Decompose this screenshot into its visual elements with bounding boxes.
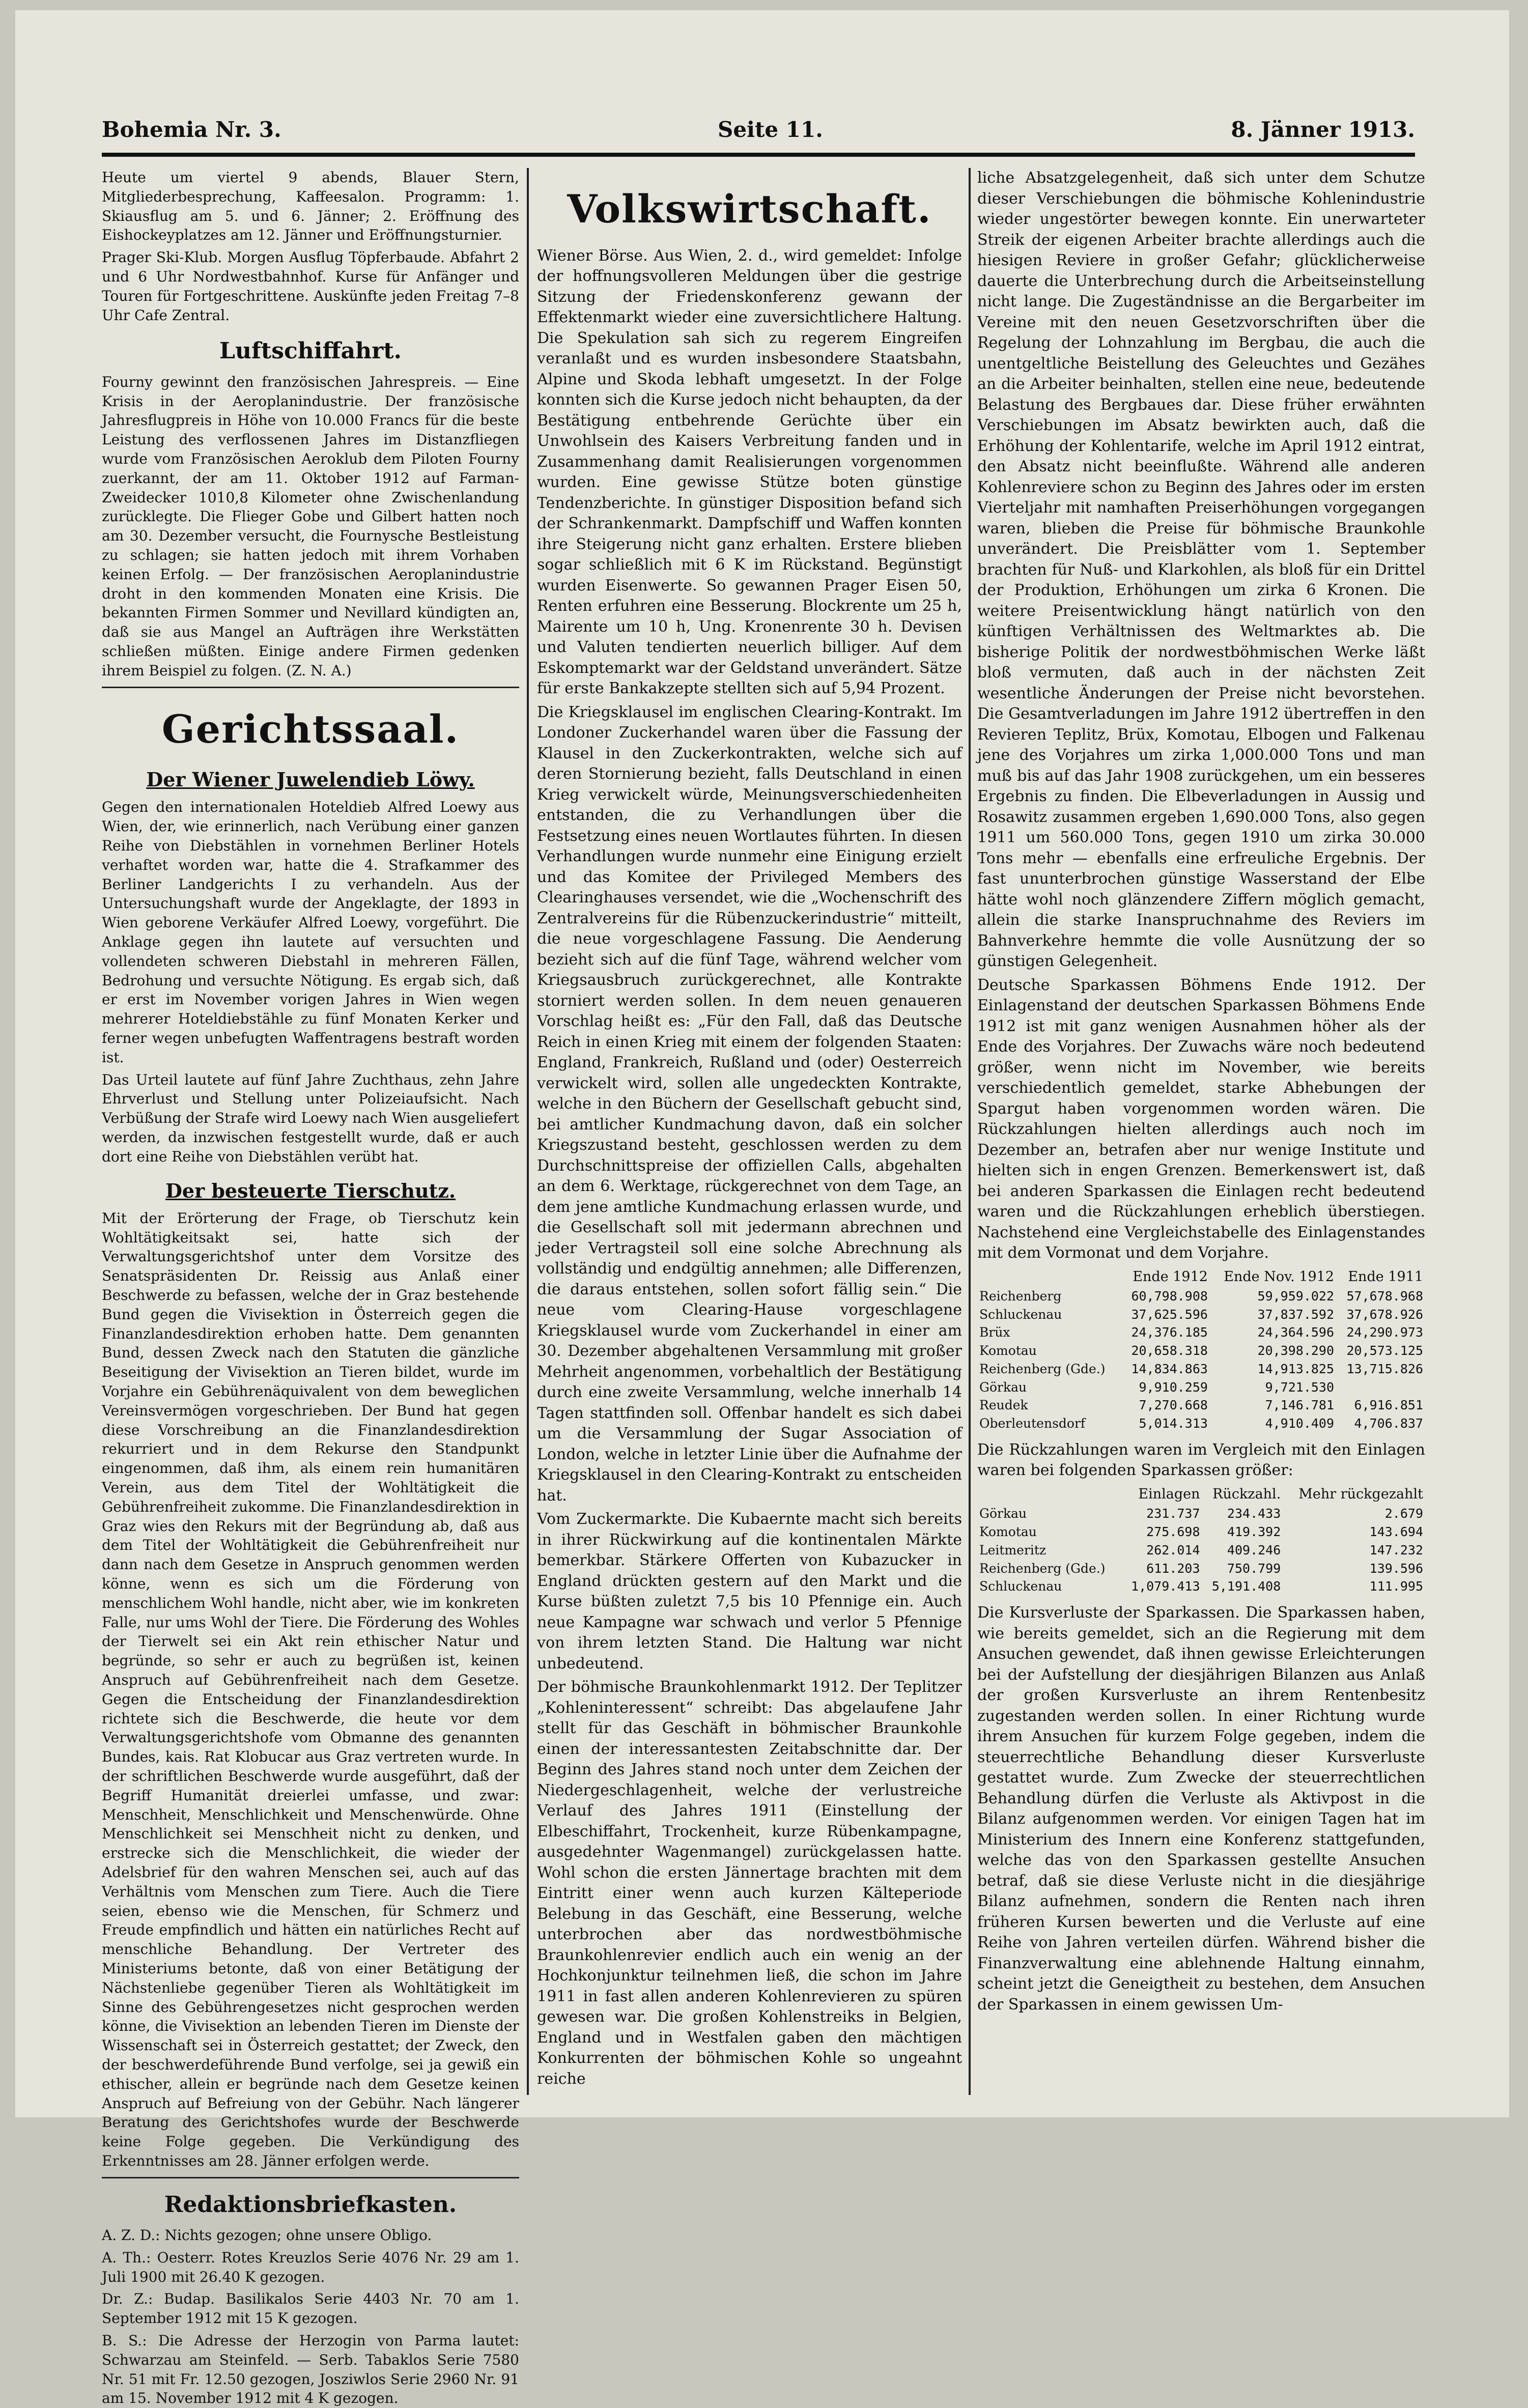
article-heading-juwelendieb: Der Wiener Juwelendieb Löwy. [146, 768, 475, 791]
table-cell: 750.799 [1227, 1561, 1281, 1576]
table-cell: 9,910.259 [1139, 1379, 1208, 1395]
table-cell: 234.433 [1227, 1506, 1281, 1521]
table-cell: 24,364.596 [1257, 1325, 1335, 1340]
column-divider-2 [969, 168, 971, 2095]
table-cell: 4,910.409 [1265, 1416, 1335, 1431]
table-cell: 37,625.596 [1131, 1307, 1208, 1322]
table-cell: 20,573.125 [1346, 1343, 1423, 1358]
table-row [977, 1560, 1425, 1578]
table-cell: 275.698 [1146, 1524, 1200, 1540]
table-cell: 409.246 [1227, 1542, 1281, 1557]
table-cell: 419.392 [1227, 1524, 1281, 1540]
column-header: Ende Nov. 1912 [1224, 1268, 1335, 1285]
sparkassen-repayment-table [977, 1484, 1425, 1596]
table-cell: 14,913.825 [1257, 1361, 1335, 1376]
row-label: Reichenberg (Gde.) [979, 1561, 1106, 1576]
column-2 [537, 168, 962, 2095]
table-cell: 9,721.530 [1265, 1379, 1335, 1395]
row-label: Komotau [979, 1343, 1037, 1358]
column-3 [977, 168, 1425, 2095]
table-row [977, 1306, 1425, 1324]
row-label: Reudek [979, 1398, 1028, 1413]
column-1 [102, 168, 519, 2407]
table-row [977, 1505, 1425, 1523]
table-row [977, 1360, 1425, 1378]
zuckermarkt-article: Vom Zuckermarkte. Die Kubaernte macht sich bereits in ihrer Rückwirkung auf die kontinentalen Märkte bemerkbar. Stärkere Offerten von Kubazucker in England drückten gestern auf den Markt und die Kurse büßten zuletzt 7,5 bis 10 Pfennige ein. Auch neue Kampagne war schwach und verlor 5 Pfennige von ihrem letzten Stand. Die Haltung war nicht unbedeutend. [537, 1510, 962, 1673]
issue-date: 8. Jänner 1913. [1231, 117, 1415, 142]
row-label: Leitmeritz [979, 1542, 1046, 1557]
table-cell [1336, 1378, 1425, 1397]
column-header: Ende 1911 [1348, 1268, 1423, 1285]
table-cell: 24,290.973 [1346, 1325, 1423, 1340]
table-cell: 37,837.592 [1257, 1307, 1335, 1322]
table-cell: 37,678.926 [1346, 1307, 1423, 1322]
row-label: Reichenberg (Gde.) [979, 1361, 1106, 1376]
letter-reply: Dr. Z.: Budap. Basilikalos Serie 4403 Nr. 70 am 1. September 1912 mit 15 K gezogen. [102, 2290, 519, 2327]
table-cell: 13,715.826 [1346, 1361, 1423, 1376]
table-row [977, 1323, 1425, 1342]
table-row [977, 1414, 1425, 1433]
divider [102, 2177, 519, 2178]
page-number: Seite 11. [718, 117, 823, 142]
table-header-row [977, 1484, 1425, 1505]
table-cell: 7,270.668 [1139, 1398, 1208, 1413]
column-header: Ende 1912 [1133, 1268, 1208, 1285]
column-header: Rückzahl. [1212, 1486, 1281, 1502]
row-label: Oberleutensdorf [979, 1416, 1086, 1431]
table-cell: 59,959.022 [1257, 1288, 1335, 1304]
table-cell: 57,678.968 [1346, 1288, 1423, 1304]
header-rule [102, 153, 1415, 157]
table-header-row [977, 1267, 1425, 1287]
kursverluste-article: Die Kursverluste der Sparkassen. Die Sparkassen haben, wie bereits gemeldet, sich an die Regierung mit dem Ansuchen gewendet, daß ihnen gewisse Erleichterungen bei der Aufstellung der diesjährigen Bilanzen aus Anlaß der großen Kursverluste an ihrem Rentenbesitz zugestanden werden sollen. In einer Richtung wurde ihrem Ansuchen für kurzem Folge gegeben, indem die steuerrechtliche Behandlung dieser Kursverluste gestattet wurde. Zum Zwecke der steuerrechtlichen Behandlung dürfen die Verluste als Aktivpost in die Bilanz aufgenommen werden. Vor einigen Tagen hat im Ministerium des Innern eine Konferenz stattgefunden, welche das von den Sparkassen gestellte Ansuchen betraf, daß sie diese Verluste nicht in die diesjährige Bilanz aufnehmen, sondern die Renten nach ihren früheren Kursen bewerten und die Verluste auf eine Reihe von Jahren verteilen dürfen. Während bisher die Finanzverwaltung eine ablehnende Haltung einnahm, scheint jetzt die Geneigtheit zu bestehen, dem Ansuchen der Sparkassen in einem gewissen Um- [977, 1604, 1425, 2014]
juwelendieb-article-verdict: Das Urteil lautete auf fünf Jahre Zuchthaus, zehn Jahre Ehrverlust und Stellung unter Polizeiaufsicht. Nach Verbüßung der Strafe wird Loewy nach Wien ausgeliefert werden, da inzwischen festgestellt wurde, daß er auch dort eine Reihe von Diebstählen verübt hat. [102, 1071, 519, 1165]
column-header [977, 1267, 1121, 1287]
section-heading-redaktion: Redaktionsbriefkasten. [164, 2191, 457, 2218]
table-row [977, 1523, 1425, 1541]
table-cell: 60,798.908 [1131, 1288, 1208, 1304]
table-cell: 231.737 [1146, 1506, 1200, 1521]
column-header [977, 1484, 1121, 1505]
issue-label: Bohemia Nr. 3. [102, 117, 281, 142]
page-header [92, 117, 1415, 153]
section-heading-volkswirtschaft: Volkswirtschaft. [567, 186, 932, 232]
row-label: Reichenberg [979, 1288, 1062, 1304]
table-cell: 20,658.318 [1131, 1343, 1208, 1358]
boerse-article: Wiener Börse. Aus Wien, 2. d., wird gemeldet: Infolge der hoffnungsvolleren Meldungen über die gestrige Sitzung der Friedenskonferenz gewann der Effektenmarkt wieder eine zuversichtlichere Haltung. Die Spekulation sah sich zu regerem Eingreifen veranlaßt und es wurden insbesondere Staatsbahn, Alpine und Skoda lebhaft umgesetzt. In der Folge konnten sich die Kurse jedoch nicht behaupten, da der Bestätigung entbehrende Gerüchte über ein Unwohlsein des Kaisers Verbreitung fanden und in Zusammenhang damit Realisierungen vorgenommen wurden. Eine gewisse Stütze boten günstige Tendenzberichte. In günstiger Disposition befand sich der Schrankenmarkt. Dampfschiff und Waffen konnten ihre Steigerung nicht ganz erhalten. Erstere blieben sogar schließlich mit 6 K im Rückstand. Begünstigt wurden Eisenwerte. So gewannen Prager Eisen 50, Renten erfuhren eine Besserung. Blockrente um 25 h, Mairente um 10 h, Ung. Kronenrente 30 h. Devisen und Valuten tendierten neuerlich billiger. Auf dem Eskomptemarkt war der Geldstand unverändert. Sätze für erste Bankakzepte stellten sich auf 5,94 Prozent. [537, 246, 963, 698]
letter-reply: A. Th.: Oesterr. Rotes Kreuzlos Serie 4076 Nr. 29 am 1. Juli 1900 mit 26.40 K gezogen. [102, 2249, 519, 2285]
sparkassen-article: Deutsche Sparkassen Böhmens Ende 1912. Der Einlagenstand der deutschen Sparkassen Böhmens Ende 1912 ist mit ganz wenigen Ausnahmen höher als der Ende des Vorjahres. Der Zuwachs wäre noch bedeutend größer, wenn nicht im November, wie bereits verschiedentlich gemeldet, starke Abhebungen der Spargut haben vorgenommen worden wären. Die Rückzahlungen hielten allerdings auch noch im Dezember an, betrafen aber nur wenige Institute und hielten sich in engen Grenzen. Bemerkenswert ist, daß bei anderen Sparkassen die Einlagen recht bedeutend waren und die Rückzahlungen erheblich überstiegen. Nachstehend eine Vergleichstabelle des Einlagenstandes mit dem Vormonat und dem Vorjahre. [977, 976, 1425, 1262]
ski-club-notice: Prager Ski-Klub. Morgen Ausflug Töpferbaude. Abfahrt 2 und 6 Uhr Nordwestbahnhof. Kurse für Anfänger und Touren für Fortgeschrittene. Auskünfte jeden Freitag 7–8 Uhr Cafe Zentral. [102, 249, 519, 324]
table-cell: 147.232 [1369, 1542, 1423, 1557]
section-heading-luftschiffahrt: Luftschiffahrt. [219, 338, 402, 364]
table-cell: 6,916.851 [1354, 1398, 1423, 1413]
section-heading-gerichtssaal: Gerichtssaal. [161, 706, 460, 752]
table-row [977, 1577, 1425, 1596]
letter-reply: A. Z. D.: Nichts gezogen; ohne unsere Obligo. [102, 2227, 432, 2244]
table-row [977, 1541, 1425, 1560]
row-label: Komotau [979, 1524, 1037, 1540]
table-cell: 2.679 [1384, 1506, 1423, 1521]
table-cell: 4,706.837 [1354, 1416, 1423, 1431]
table-cell: 5,014.313 [1139, 1416, 1208, 1431]
table-cell: 111.995 [1369, 1579, 1423, 1594]
table-row [977, 1342, 1425, 1360]
table-cell: 14,834.863 [1131, 1361, 1208, 1376]
tierschutz-article: Mit der Erörterung der Frage, ob Tierschutz kein Wohltätigkeitsakt sei, hatte sich der Verwaltungsgerichtshof unter dem Vorsitze des Senatspräsidenten Dr. Reissig aus Anlaß einer Beschwerde zu befassen, welche der in Graz bestehende Bund gegen die Vivisektion in Österreich gegen die Finanzlandesdirektion erhoben hatte. Dem genannten Bund, dessen Zweck nach den Statuten die gänzliche Beseitigung der Vivisektion an Tieren bildet, wurde im Vorjahre ein Gebührenäquivalent von dem beweglichen Vereinsvermögen vorgeschrieben. Der Bund hat gegen diese Vorschreibung an die Finanzlandesdirektion rekurriert und in dem Rekurse den Standpunkt eingenommen, daß ihm, als einem rein humanitären Verein, aus dem Titel der Wohltätigkeit die Gebührenfreiheit zukomme. Die Finanzlandesdirektion in Graz wies den Rekurs mit der Begründung ab, daß aus dem Titel der Wohltätigkeit die Gebührenfreiheit nur dann nach dem Gesetze in Anspruch genommen werden könne, wenn es sich um die Förderung von menschlichem Wohl handle, nicht aber, wie im konkreten Falle, nur ums Wohl der Tiere. Die Förderung des Wohles der Tierwelt sei ein Akt rein ethischer Natur und begründe, so sehr er auch zu begrüßen ist, keinen Anspruch auf Gebührenfreiheit nach dem Gesetze. Gegen die Entscheidung der Finanzlandesdirektion richtete sich die Beschwerde, die heute vor dem Verwaltungsgerichtshofe vom Obmanne des genannten Bundes, kais. Rat Klobucar aus Graz vertreten wurde. In der schriftlichen Beschwerde wurde ausgeführt, daß der Begriff Humanität dreierlei umfasse, und zwar: Menschheit, Menschlichkeit und Menschenwürde. Ohne Menschlichkeit sei Menschheit nicht zu denken, und erstrecke sich die Menschlichkeit, die wieder der Adelsbrief für den wahren Menschen sei, auch auf das Verhältnis vom Menschen zum Tiere. Auch die Tiere seien, ebenso wie die Menschen, für Schmerz und Freude empfindlich und hätten ein natürliches Recht auf menschliche Behandlung. Der Vertreter des Ministeriums betonte, daß von einer Betätigung der Nächstenliebe gegenüber Tieren als Wohltätigkeit im Sinne des Gebührengesetzes nicht gesprochen werden könne, die Vivisektion an lebenden Tieren im Dienste der Wissenschaft sei in Österreich gestattet; der Zweck, den der beschwerdeführende Bund verfolge, sei ja gewiß ein ethischer, allein er begründe nach dem Gesetze keinen Anspruch auf Befreiung von der Gebühr. Nach längerer Beratung des Gerichtshofes wurde der Beschwerde keine Folge gegeben. Die Verkündigung des Erkenntnisses am 28. Jänner erfolgen werde. [102, 1209, 519, 2169]
juwelendieb-article: Gegen den internationalen Hoteldieb Alfred Loewy aus Wien, der, wie erinnerlich, nach Verübung einer ganzen Reihe von Diebstählen in vornehmen Berliner Hotels verhaftet worden war, hatte die 4. Strafkammer des Berliner Landgerichts I zu verhandeln. Aus der Untersuchungshaft wurde der Angeklagte, der 1893 in Wien geborene Verkäufer Alfred Loewy, vorgeführt. Die Anklage gegen ihn lautete auf versuchten und vollendeten schweren Diebstahl in mehreren Fällen, Bedrohung und versuchte Nötigung. Es ergab sich, daß er erst im November vorigen Jahres in Wien wegen mehrerer Hoteldiebstähle zu fünf Monaten Kerker und ferner wegen unbefugten Waffentragens bestraft worden ist. [102, 799, 519, 1066]
table-cell: 7,146.781 [1265, 1398, 1335, 1413]
row-label: Brüx [979, 1325, 1010, 1340]
table-row [977, 1396, 1425, 1414]
row-label: Görkau [979, 1506, 1027, 1521]
sparkassen-deposit-table [977, 1267, 1425, 1433]
table-cell: 139.596 [1369, 1561, 1423, 1576]
table-row [977, 1378, 1425, 1397]
row-label: Schluckenau [979, 1579, 1062, 1594]
braunkohle-article: Der böhmische Braunkohlenmarkt 1912. Der Teplitzer „Kohleninteressent“ schreibt: Das abgelaufene Jahr stellt für das Geschäft in böhmischer Braunkohle einen der interessantesten Zeitabschnitte dar. Der Beginn des Jahres stand noch unter dem Zeichen der Niedergeschlagenheit, welche der verlustreiche Verlauf des Jahres 1911 (Einstellung der Elbeschiffahrt, Trockenheit, kurze Rübenkampagne, ausgedehnter Wagenmangel) zurückgelassen hatte. Wohl schon die ersten Jännertage brachten mit dem Eintritt einer wenn auch kurzen Kälteperiode Belebung in das Geschäft, eine Besserung, welche unterbrochen aber das nordwestböhmische Braunkohlenrevier endlich auch ein wenig an der Hochkonjunktur teilnehmen ließ, die schon im Jahre 1911 in fast allen anderen Kohlenrevieren zu spüren gewesen war. Die großen Kohlenstreiks in Belgien, England und in Westfalen gaben den mächtigen Konkurrenten der böhmischen Kohle so ungeahnt reiche [537, 1678, 962, 2088]
column-header: Mehr rückgezahlt [1298, 1486, 1423, 1502]
article-heading-tierschutz: Der besteuerte Tierschutz. [165, 1179, 456, 1202]
letter-reply: B. S.: Die Adresse der Herzogin von Parma lautet: Schwarzau am Steinfeld. — Serb. Tabaklos Serie 7580 Nr. 51 mit Fr. 12.50 gezogen, Josziwlos Serie 2960 Nr. 91 am 15. November 1912 mit 4 K gezogen. [102, 2332, 519, 2407]
row-label: Schluckenau [979, 1307, 1062, 1322]
table-cell: 143.694 [1369, 1524, 1423, 1540]
column-header: Einlagen [1138, 1486, 1200, 1502]
sparkassen-article-mid: Die Rückzahlungen waren im Vergleich mit den Einlagen waren bei folgenden Sparkassen größer: [977, 1440, 1425, 1480]
kriegsklausel-article: Die Kriegsklausel im englischen Clearing-Kontrakt. Im Londoner Zuckerhandel waren über die Fassung der Klausel in den Zuckerkontrakten, welche sich auf deren Stornierung bezieht, falls Deutschland in einen Krieg verwickelt würde, Meinungsverschiedenheiten entstanden, die zu Verhandlungen über die Festsetzung eines neuen Wortlautes führten. In diesen Verhandlungen wurde nunmehr eine Einigung erzielt und das Komitee der Privileged Members des Clearinghauses versendet, wie die „Wochenschrift des Zentralvereins für die Rübenzuckerindustrie“ mitteilt, die neue vorgeschlagene Fassung. Die Aenderung bezieht sich auf die fünf Tage, während welcher vom Kriegsausbruch zurückgerechnet, alle Kontrakte storniert werden sollen. In dem neuen genaueren Vorschlag heißt es: „Für den Fall, daß das Deutsche Reich in einen Krieg mit einem der folgenden Staaten: England, Frankreich, Rußland und (oder) Oesterreich verwickelt wird, sollen alle ungedeckten Kontrakte, welche in den Büchern der Gesellschaft gebucht sind, bei amtlicher Kundmachung davon, daß ein solcher Kriegszustand besteht, geschlossen werden zu dem Durchschnittspreise der offiziellen Calls, abgehalten an dem 6. Werktage, rückgerechnet von dem Tage, an dem jene amtliche Kundmachung erlassen wurde, und die Gesellschaft soll mit jedermann abrechnen und jeder Vertragsteil soll eine solche Abrechnung als vollständig und endgültig annehmen; alle Differenzen, die daraus entstehen, sollen sofort fällig sein.“ Die neue vom Clearing-Hause vorgeschlagene Kriegsklausel wurde vom Zuckerhandel in einer am 30. Dezember abgehaltenen Versammlung mit großer Mehrheit angenommen, vorbehaltlich der Bestätigung durch eine zweite Versammlung, welche innerhalb 14 Tagen stattfinden soll. Offenbar handelt es sich dabei um die Versammlung der Sugar Association of London, welche in letzter Linie über die Aufnahme der Kriegsklausel in den Clearing-Kontrakt zu entscheiden hat. [537, 703, 962, 1505]
table-row [977, 1287, 1425, 1306]
table-cell: 262.014 [1146, 1542, 1200, 1557]
braunkohle-article-continued: liche Absatzgelegenheit, daß sich unter dem Schutze dieser Verschiebungen die böhmische Kohlenindustrie wieder ungestörter bewegen konnte. Ein unerwarteter Streik der eigenen Arbeiter brachte allerdings auch die hiesigen Reviere in großer Gefahr; glücklicherweise dauerte die Unterbrechung durch die Arbeitseinstellung nicht lange. Die Zugeständnisse an die Bergarbeiter im Vereine mit den neuen Gesetzvorschriften über die Regelung der Lohnzahlung im Bergbau, die auch die unentgeltliche Beistellung des Geleuchtes und Gezähes an die Arbeiter beinhalten, stellen eine neue, bedeutende Belastung des Bergbaues dar. Diese früher erwähnten Verschiebungen im Absatz bewirkten auch, daß die Erhöhung der Kohlentarife, welche im April 1912 eintrat, den Absatz nicht beeinflußte. Während alle anderen Kohlenreviere schon zu Beginn des Jahres oder im ersten Vierteljahr mit namhaften Preiserhöhungen vorgegangen waren, blieben die Preise für böhmische Braunkohle unverändert. Die Preisblätter vom 1. September brachten für Nuß- und Klarkohlen, als bloß für ein Drittel der Produktion, Erhöhungen um zirka 6 Kronen. Die weitere Preisentwicklung hängt natürlich von den künftigen Verhältnissen des Weltmarktes ab. Die bisherige Politik der nordwestböhmischen Werke läßt bloß vermuten, daß auch in der nächsten Zeit wesentliche Änderungen der Preise nicht bevorstehen. Die Gesamtverladungen im Jahre 1912 übertreffen in den Revieren Teplitz, Brüx, Komotau, Elbogen und Falkenau jene des Vorjahres um zirka 1,000.000 Tons und man muß bis auf das Jahr 1908 zurückgehen, um ein besseres Ergebnis zu finden. Die Elbeverladungen in Aussig und Rosawitz zusammen ergeben 1,690.000 Tons, also gegen 1911 um 560.000 Tons, gegen 1910 um zirka 30.000 Tons mehr — ebenfalls eine erfreuliche Ergebnis. Der fast ununterbrochen günstige Wasserstand der Elbe hätte wohl noch glänzendere Ziffern möglich gemacht, allein die starke Inanspruchnahme des Reviers im Bahnverkehre hemmte die volle Ausnützung der so günstigen Gelegenheit. [977, 169, 1425, 970]
table-cell: 24,376.185 [1131, 1325, 1208, 1340]
table-cell: 20,398.290 [1257, 1343, 1335, 1358]
luftschiffahrt-article: Fourny gewinnt den französischen Jahrespreis. — Eine Krisis in der Aeroplanindustrie. Der französische Jahresflugpreis in Höhe von 10.000 Francs für die beste Leistung des verflossenen Jahres im Distanzfliegen wurde vom Französischen Aeroklub dem Piloten Fourny zuerkannt, der am 11. Oktober 1912 auf Farman-Zweidecker 1010,8 Kilometer ohne Zwischenlandung zurücklegte. Die Flieger Gobe und Gilbert hatten noch am 30. Dezember versucht, die Fournysche Bestleistung zu schlagen; sie hatten jedoch mit ihrem Vorhaben keinen Erfolg. — Der französischen Aeroplanindustrie droht in den kommenden Monaten eine Krisis. Die bekannten Firmen Sommer und Nevillard kündigten an, daß sie aus Mangel an Aufträgen ihre Werkstätten schließen müßten. Einige andere Firmen gedenken ihrem Beispiel zu folgen. (Z. N. A.) [102, 373, 519, 679]
table-cell: 5,191.408 [1211, 1579, 1281, 1594]
row-label: Görkau [979, 1379, 1027, 1395]
table-cell: 1,079.413 [1131, 1579, 1200, 1594]
club-notice: Heute um viertel 9 abends, Blauer Stern, Mitgliederbesprechung, Kaffeesalon. Programm: 1. Skiausflug am 5. und 6. Jänner; 2. Eröffnung des Eishockeyplatzes am 12. Jänner und Eröffnungsturnier. [102, 169, 519, 244]
divider [102, 687, 519, 688]
table-cell: 611.203 [1146, 1561, 1200, 1576]
column-divider-1 [527, 168, 529, 2095]
